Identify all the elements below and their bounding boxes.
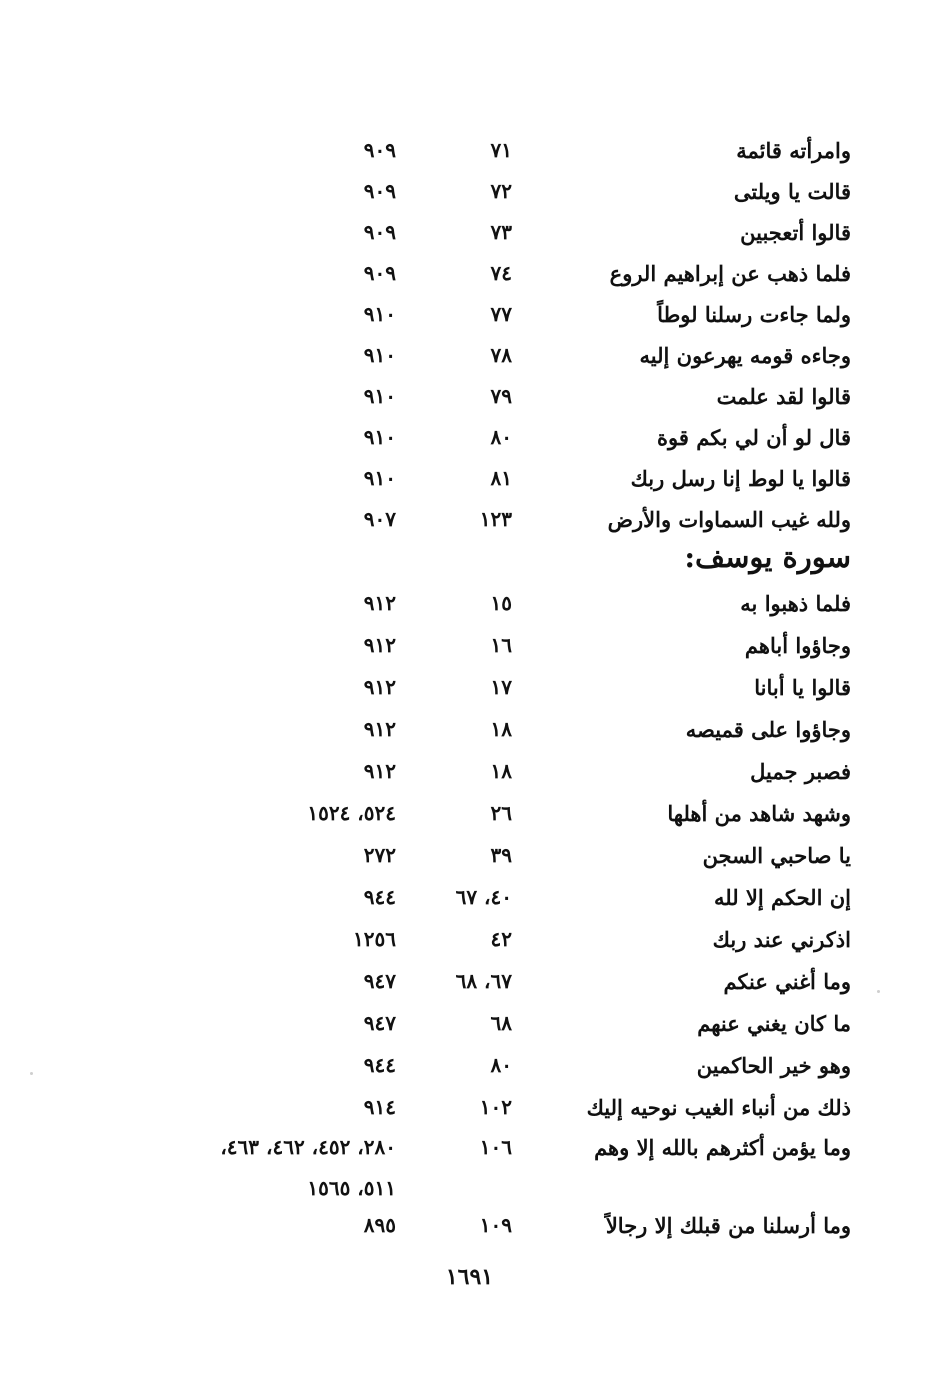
index-entry (0, 839, 939, 879)
index-entry (0, 216, 939, 256)
page-references: ٩١٤ (363, 1095, 396, 1119)
scan-speck (877, 990, 880, 993)
page-references: ٩١٠ (363, 384, 396, 408)
index-entry (0, 257, 939, 297)
ayah-number: ١٢٣ (479, 507, 512, 531)
ayah-number: ٣٩ (490, 843, 512, 867)
index-entry (0, 923, 939, 963)
ayah-number: ١٦ (490, 633, 512, 657)
index-entry (0, 797, 939, 837)
page-references: ٩٠٩ (363, 220, 396, 244)
verse-text: فصبر جميل (750, 759, 851, 784)
verse-text: قالوا لقد علمت (716, 384, 851, 409)
verse-text: قالت يا ويلتى (733, 179, 851, 204)
verse-text: اذكرني عند ربك (712, 927, 851, 952)
surah-heading: سورة يوسف: (684, 540, 851, 574)
verse-text: وجاؤوا على قميصه (685, 717, 851, 742)
page-references: ٩١٠ (363, 466, 396, 490)
ayah-number: ٤٠، ٦٧ (455, 885, 512, 909)
index-entry-continuation (0, 1172, 939, 1212)
page-references: ٩٠٩ (363, 261, 396, 285)
index-entry (0, 380, 939, 420)
verse-text: ما كان يغني عنهم (697, 1011, 851, 1036)
page-references: ٩١٢ (363, 675, 396, 699)
page-references: ٩١٠ (363, 343, 396, 367)
page-references: ٩٠٩ (363, 179, 396, 203)
ayah-number: ٧٤ (490, 261, 512, 285)
page-references: ٩١٠ (363, 302, 396, 326)
page-references: ٩١٢ (363, 759, 396, 783)
ayah-number: ١٠٢ (479, 1095, 512, 1119)
index-entry (0, 421, 939, 461)
page-references: ٢٧٢ (363, 843, 396, 867)
page-references: ٩١٢ (363, 591, 396, 615)
page-references: ٢٨٠، ٤٥٢، ٤٦٢، ٤٦٣، (220, 1135, 396, 1159)
verse-text: قالوا يا أبانا (754, 675, 851, 700)
ayah-number: ١٠٦ (479, 1135, 512, 1159)
page-references: ٥٢٤، ١٥٢٤ (307, 801, 396, 825)
verse-text: قالوا أتعجبين (740, 220, 851, 245)
index-entry (0, 1091, 939, 1131)
ayah-number: ١٨ (490, 759, 512, 783)
index-entry (0, 1131, 939, 1171)
ayah-number: ١٨ (490, 717, 512, 741)
ayah-number: ٧١ (490, 138, 512, 162)
index-entry (0, 339, 939, 379)
verse-text: فلما ذهب عن إبراهيم الروع (609, 261, 851, 286)
page-references: ٥١١، ١٥٦٥ (307, 1176, 396, 1200)
verse-text: ولله غيب السماوات والأرض (607, 507, 851, 532)
ayah-number: ٨١ (490, 466, 512, 490)
verse-text: ولما جاءت رسلنا لوطاً (657, 302, 851, 327)
ayah-number: ٤٢ (490, 927, 512, 951)
ayah-number: ١٥ (490, 591, 512, 615)
index-entry (0, 713, 939, 753)
page-references: ٩٤٧ (363, 969, 396, 993)
page-number: ١٦٩١ (445, 1264, 494, 1290)
page-references: ٩٤٤ (363, 1053, 396, 1077)
ayah-number: ٨٠ (490, 1053, 512, 1077)
verse-text: وما أغني عنكم (723, 969, 851, 994)
ayah-number: ٧٧ (490, 302, 512, 326)
index-entry (0, 755, 939, 795)
index-entry (0, 1007, 939, 1047)
ayah-number: ٧٣ (490, 220, 512, 244)
ayah-number: ٧٩ (490, 384, 512, 408)
index-entry (0, 298, 939, 338)
verse-text: يا صاحبي السجن (702, 843, 851, 868)
page-references: ٩١٠ (363, 425, 396, 449)
index-entry (0, 1049, 939, 1089)
page-references: ٩٠٧ (363, 507, 396, 531)
index-entry (0, 134, 939, 174)
verse-text: إن الحكم إلا لله (714, 885, 851, 910)
index-entry (0, 462, 939, 502)
ayah-number: ٨٠ (490, 425, 512, 449)
verse-text: قال لو أن لي بكم قوة (657, 425, 851, 450)
verse-text: وما يؤمن أكثرهم بالله إلا وهم (594, 1135, 851, 1160)
verse-text: وما أرسلنا من قبلك إلا رجالاً (605, 1213, 851, 1238)
index-entry (0, 587, 939, 627)
verse-text: وجاءه قومه يهرعون إليه (639, 343, 851, 368)
ayah-number: ٦٧، ٦٨ (455, 969, 512, 993)
index-entry (0, 1209, 939, 1249)
page-references: ٩١٢ (363, 633, 396, 657)
page-references: ٩١٢ (363, 717, 396, 741)
ayah-number: ٧٨ (490, 343, 512, 367)
verse-text: وهو خير الحاكمين (696, 1053, 851, 1078)
verse-text: وشهد شاهد من أهلها (667, 801, 851, 826)
scan-speck (30, 1072, 33, 1075)
verse-text: وجاؤوا أباهم (744, 633, 851, 658)
page-references: ٩٤٧ (363, 1011, 396, 1035)
verse-text: قالوا يا لوط إنا رسل ربك (630, 466, 851, 491)
verse-text: وامرأته قائمة (736, 138, 851, 163)
ayah-number: ٢٦ (490, 801, 512, 825)
ayah-number: ١٧ (490, 675, 512, 699)
index-entry (0, 881, 939, 921)
page-references: ١٢٥٦ (353, 927, 396, 951)
index-entry (0, 965, 939, 1005)
ayah-number: ٧٢ (490, 179, 512, 203)
ayah-number: ١٠٩ (479, 1213, 512, 1237)
verse-text: فلما ذهبوا به (740, 591, 851, 616)
page-references: ٩٤٤ (363, 885, 396, 909)
page-references: ٩٠٩ (363, 138, 396, 162)
index-entry (0, 503, 939, 543)
page-references: ٨٩٥ (363, 1213, 396, 1237)
verse-text: ذلك من أنباء الغيب نوحيه إليك (586, 1095, 851, 1120)
ayah-number: ٦٨ (490, 1011, 512, 1035)
index-entry (0, 629, 939, 669)
index-entry (0, 671, 939, 711)
index-entry (0, 175, 939, 215)
